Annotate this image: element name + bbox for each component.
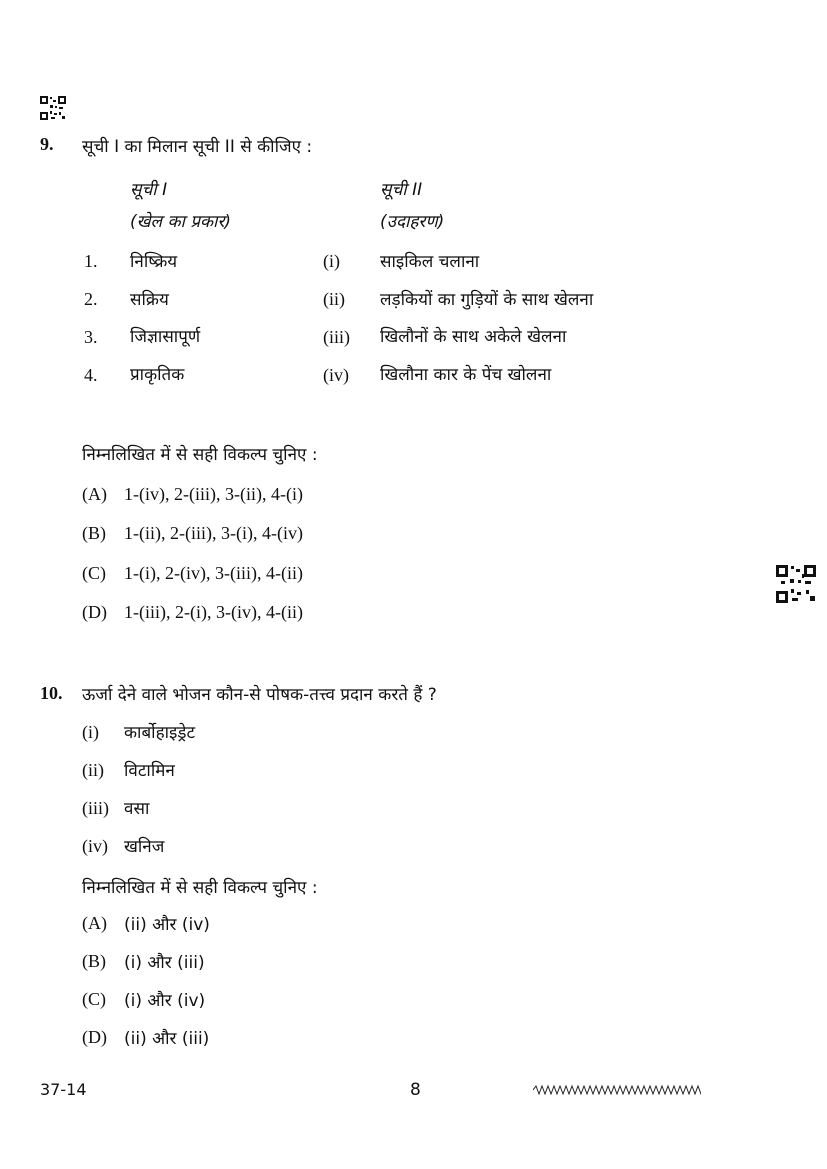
option-label: (B) — [82, 951, 106, 971]
list2-number: (ii) — [323, 289, 345, 309]
item-label: (ii) — [82, 760, 104, 780]
list1-number: 3. — [84, 327, 98, 347]
choose-prompt: निम्नलिखित में से सही विकल्प चुनिए : — [82, 445, 318, 465]
question-number: 10. — [40, 683, 63, 703]
option-text: (i) और (iii) — [124, 953, 205, 973]
option-text: 1-(ii), 2-(iii), 3-(i), 4-(iv) — [124, 523, 303, 543]
list1-number: 1. — [84, 251, 98, 271]
option-text: (ii) और (iv) — [124, 915, 210, 935]
list2-item: खिलौना कार के पेंच खोलना — [380, 365, 552, 385]
option-label: (D) — [82, 602, 107, 622]
list2-number: (iv) — [323, 365, 349, 385]
page-number: 8 — [410, 1080, 421, 1100]
list1-number: 4. — [84, 365, 98, 385]
choose-prompt: निम्नलिखित में से सही विकल्प चुनिए : — [82, 878, 318, 898]
list1-item: प्राकृतिक — [130, 365, 185, 385]
option-label: (A) — [82, 913, 107, 933]
list1-item: जिज्ञासापूर्ण — [130, 327, 201, 347]
list1-item: सक्रिय — [130, 290, 169, 310]
qr-code-icon — [776, 565, 816, 603]
list1-subheading: (खेल का प्रकार) — [130, 212, 232, 232]
list2-item: खिलौनों के साथ अकेले खेलना — [380, 327, 567, 347]
item-text: विटामिन — [124, 761, 175, 781]
item-label: (i) — [82, 722, 99, 742]
option-text: (i) और (iv) — [124, 991, 206, 1011]
option-text: 1-(iii), 2-(i), 3-(iv), 4-(ii) — [124, 602, 303, 622]
option-label: (B) — [82, 523, 106, 543]
option-label: (D) — [82, 1027, 107, 1047]
option-label: (A) — [82, 484, 107, 504]
list2-item: साइकिल चलाना — [380, 252, 480, 272]
question-number: 9. — [40, 134, 54, 154]
list2-heading: सूची II — [380, 180, 423, 200]
option-text: 1-(i), 2-(iv), 3-(iii), 4-(ii) — [124, 563, 303, 583]
question-prompt: सूची I का मिलान सूची II से कीजिए : — [82, 137, 313, 157]
item-text: वसा — [124, 799, 150, 819]
option-label: (C) — [82, 989, 106, 1009]
question-prompt: ऊर्जा देने वाले भोजन कौन-से पोषक-तत्त्व प्रदान करते हैं ? — [82, 685, 437, 705]
list1-number: 2. — [84, 289, 98, 309]
list1-item: निष्क्रिय — [130, 252, 178, 272]
option-text: 1-(iv), 2-(iii), 3-(ii), 4-(i) — [124, 484, 303, 504]
list2-number: (iii) — [323, 327, 350, 347]
list2-subheading: (उदाहरण) — [380, 212, 445, 232]
wavy-line-decoration — [533, 1085, 701, 1095]
option-label: (C) — [82, 563, 106, 583]
list2-item: लड़कियों का गुड़ियों के साथ खेलना — [380, 290, 594, 310]
item-text: कार्बोहाइड्रेट — [124, 723, 196, 743]
item-text: खनिज — [124, 837, 165, 857]
list2-number: (i) — [323, 251, 340, 271]
option-text: (ii) और (iii) — [124, 1029, 210, 1049]
item-label: (iii) — [82, 798, 109, 818]
item-label: (iv) — [82, 836, 108, 856]
paper-code: 37-14 — [40, 1080, 87, 1099]
qr-code-icon — [40, 96, 66, 120]
list1-heading: सूची I — [130, 180, 168, 200]
